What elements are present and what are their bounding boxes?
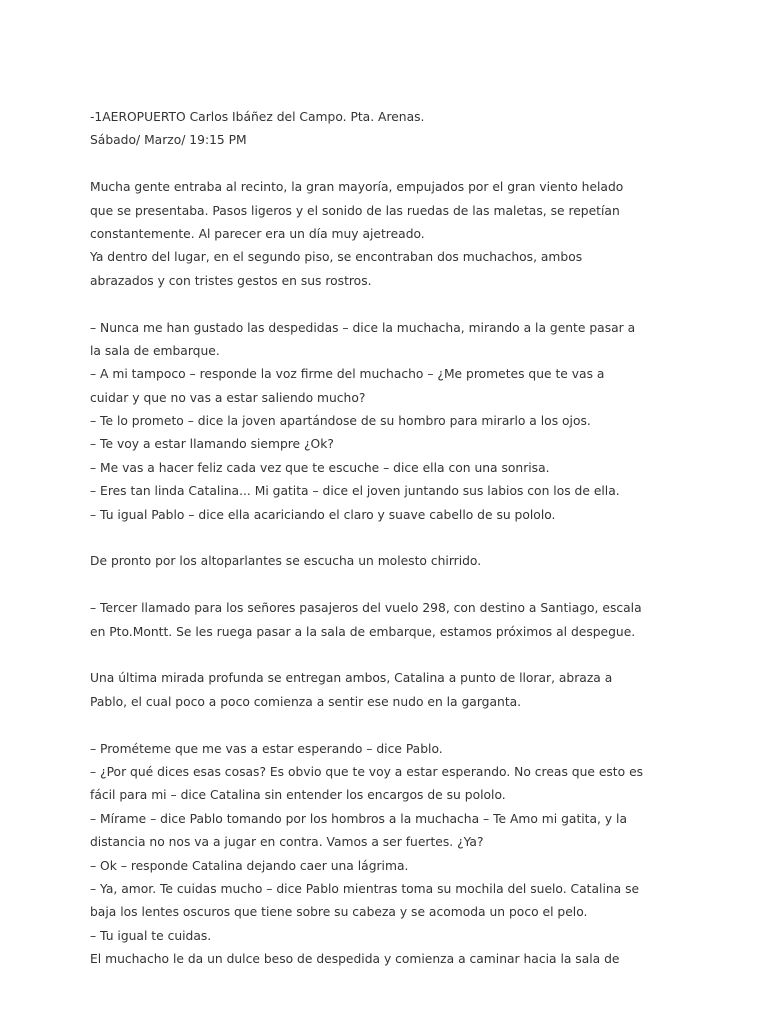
dialogue-line: la sala de embarque. [90,343,220,358]
dialogue-line: distancia no nos va a jugar en contra. Vamos a ser fuertes. ¿Ya? [90,835,484,850]
paragraph-gap [90,574,690,597]
dialogue-line: – Ya, amor. Te cuidas mucho – dice Pablo mientras toma su mochila del suelo. Catalina se [90,881,640,896]
dialogue-line: – Te lo prometo – dice la joven apartándose de su hombro para mirarlo a los ojos. [90,414,591,429]
dialogue-line: – Te voy a estar llamando siempre ¿Ok? [90,437,334,452]
dialogue-line: – ¿Por qué dices esas cosas? Es obvio que te voy a estar esperando. No creas que esto es [90,764,644,779]
paragraph-line: Mucha gente entraba al recinto, la gran mayoría, empujados por el gran viento helado [90,180,624,195]
dialogue-line: – Mírame – dice Pablo tomando por los hombros a la muchacha – Te Amo mi gatita, y la [90,811,627,826]
dialogue-line: – Ok – responde Catalina dejando caer una lágrima. [90,858,409,873]
dialogue-line: fácil para mi – dice Catalina sin entender los encargos de su pololo. [90,788,506,803]
dialogue-line: – A mi tampoco – responde la voz firme del muchacho – ¿Me prometes que te vas a [90,367,605,382]
header-datetime: Sábado/ Marzo/ 19:15 PM [90,133,247,148]
paragraph-gap [90,527,690,550]
dialogue-line: – Tu igual te cuidas. [90,928,212,943]
header-location: -1AEROPUERTO Carlos Ibáñez del Campo. Pta. Arenas. [90,110,425,124]
paragraph-line: Ya dentro del lugar, en el segundo piso, se encontraban dos muchachos, ambos [90,250,583,265]
paragraph-line: abrazados y con tristes gestos en sus rostros. [90,273,372,288]
dialogue-line: El muchacho le da un dulce beso de despedida y comienza a caminar hacia la sala de [90,952,620,967]
dialogue-line: – Nunca me han gustado las despedidas – dice la muchacha, mirando a la gente pasar a [90,320,636,335]
paragraph-gap [90,153,690,176]
paragraph-gap [90,293,690,316]
dialogue-line: baja los lentes oscuros que tiene sobre su cabeza y se acomoda un poco el pelo. [90,905,588,920]
paragraph-line: Pablo, el cual poco a poco comienza a sentir ese nudo en la garganta. [90,694,522,709]
paragraph-line: constantemente. Al parecer era un día muy ajetreado. [90,226,425,241]
announcement-line: – Tercer llamado para los señores pasajeros del vuelo 298, con destino a Santiago, escala [90,601,642,616]
dialogue-line: – Tu igual Pablo – dice ella acariciando el claro y suave cabello de su pololo. [90,507,556,522]
paragraph-line: De pronto por los altoparlantes se escucha un molesto chirrido. [90,554,482,569]
dialogue-line: – Eres tan linda Catalina... Mi gatita – dice el joven juntando sus labios con los de ella. [90,484,620,499]
paragraph-line: Una última mirada profunda se entregan ambos, Catalina a punto de llorar, abraza a [90,671,613,686]
announcement-line: en Pto.Montt. Se les ruega pasar a la sala de embarque, estamos próximos al despegue. [90,624,636,639]
document-text [90,106,690,971]
paragraph-line: que se presentaba. Pasos ligeros y el sonido de las ruedas de las maletas, se repetían [90,203,620,218]
dialogue-line: – Prométeme que me vas a estar esperando – dice Pablo. [90,741,443,756]
paragraph-gap [90,714,690,737]
paragraph-gap [90,644,690,667]
dialogue-line: cuidar y que no vas a estar saliendo mucho? [90,390,366,405]
dialogue-line: – Me vas a hacer feliz cada vez que te escuche – dice ella con una sonrisa. [90,460,550,475]
